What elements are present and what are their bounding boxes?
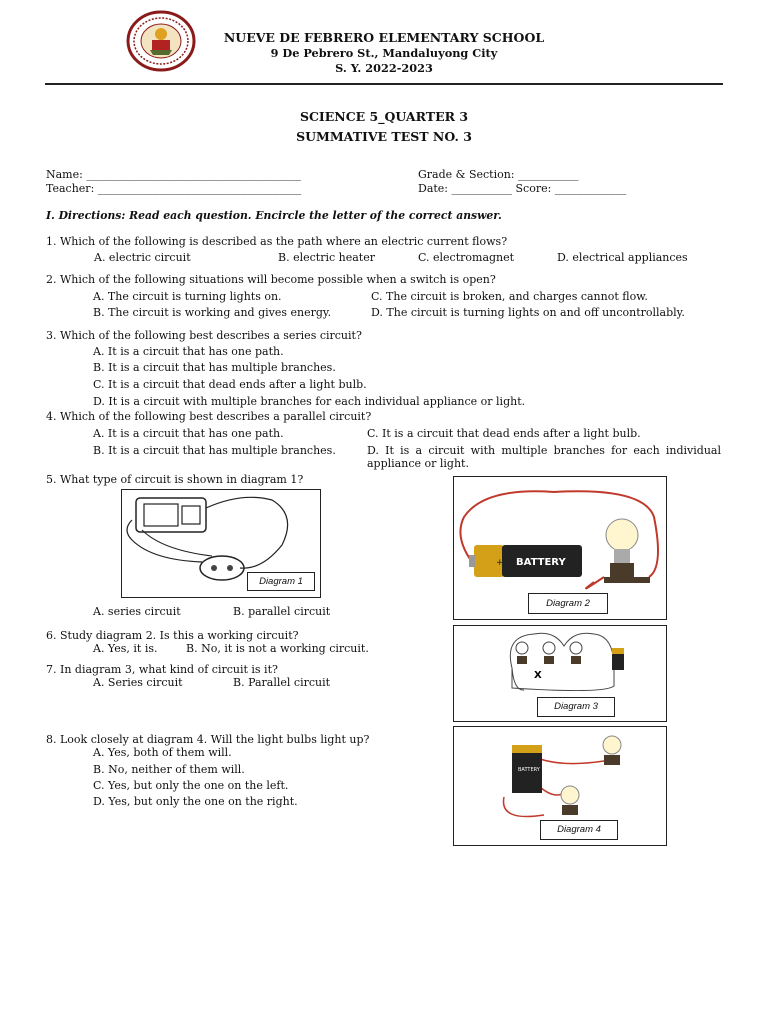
question-8: 8. Look closely at diagram 4. Will the light bulbs light up? [46, 733, 370, 746]
battery-label: BATTERY [516, 557, 566, 568]
q3-option-a[interactable]: A. It is a circuit that has one path. [93, 345, 284, 358]
q4-option-b[interactable]: B. It is a circuit that has multiple branches. [93, 444, 336, 457]
school-name: NUEVE DE FEBRERO ELEMENTARY SCHOOL [223, 30, 545, 45]
q2-option-b[interactable]: B. The circuit is working and gives energy. [93, 306, 332, 319]
q1-option-a[interactable]: A. electric circuit [94, 251, 191, 264]
q2-option-a[interactable]: A. The circuit is turning lights on. [93, 290, 282, 303]
battery-small-label: BATTERY [518, 767, 540, 773]
grade-section-field[interactable]: Grade & Section: ___________ [418, 168, 579, 181]
header-divider [45, 83, 723, 85]
diagram-1-label: Diagram 1 [247, 572, 315, 591]
question-4: 4. Which of the following best describes a parallel circuit? [46, 410, 372, 423]
q3-option-b[interactable]: B. It is a circuit that has multiple branches. [93, 361, 336, 374]
name-field[interactable]: Name: _______________________________________ [46, 168, 301, 181]
question-1: 1. Which of the following is described as the path where an electric current flows? [46, 235, 508, 248]
diagram-2-label: Diagram 2 [528, 593, 608, 614]
school-year: S. Y. 2022-2023 [335, 61, 433, 75]
test-subtitle: SUMMATIVE TEST NO. 3 [296, 129, 472, 144]
q8-option-b[interactable]: B. No, neither of them will. [93, 763, 245, 776]
q1-option-c[interactable]: C. electromagnet [418, 251, 515, 264]
diagram-4-label: Diagram 4 [540, 820, 618, 840]
question-7: 7. In diagram 3, what kind of circuit is it? [46, 663, 278, 676]
q3-option-d[interactable]: D. It is a circuit with multiple branches for each individual appliance or light. [93, 395, 526, 408]
q8-option-a[interactable]: A. Yes, both of them will. [93, 746, 232, 759]
q4-option-a[interactable]: A. It is a circuit that has one path. [93, 427, 284, 440]
school-address: 9 De Pebrero St., Mandaluyong City [270, 46, 498, 60]
q5-option-b[interactable]: B. parallel circuit [233, 605, 331, 618]
q1-option-b[interactable]: B. electric heater [278, 251, 375, 264]
q1-option-d[interactable]: D. electrical appliances [557, 251, 688, 264]
question-2: 2. Which of the following situations will become possible when a switch is open? [46, 273, 496, 286]
date-score-field[interactable]: Date: ___________ Score: _____________ [418, 182, 627, 195]
q3-option-c[interactable]: C. It is a circuit that dead ends after a light bulb. [93, 378, 367, 391]
q7-option-a[interactable]: A. Series circuit [93, 676, 183, 689]
question-3: 3. Which of the following best describes a series circuit? [46, 329, 362, 342]
q6-option-b[interactable]: B. No, it is not a working circuit. [186, 642, 369, 655]
q6-option-a[interactable]: A. Yes, it is. [93, 642, 158, 655]
q8-option-d[interactable]: D. Yes, but only the one on the right. [93, 795, 298, 808]
q4-option-d[interactable]: D. It is a circuit with multiple branches for each individual appliance or light. [367, 444, 721, 470]
q4-option-c[interactable]: C. It is a circuit that dead ends after a light bulb. [367, 427, 641, 440]
teacher-field[interactable]: Teacher: _____________________________________ [46, 182, 302, 195]
diagram-3-label: Diagram 3 [537, 697, 615, 717]
q7-option-b[interactable]: B. Parallel circuit [233, 676, 331, 689]
svg-text:+: + [496, 558, 504, 568]
question-5: 5. What type of circuit is shown in diagram 1? [46, 473, 304, 486]
question-6: 6. Study diagram 2. Is this a working circuit? [46, 629, 299, 642]
directions: I. Directions: Read each question. Encircle the letter of the correct answer. [46, 209, 502, 222]
q8-option-c[interactable]: C. Yes, but only the one on the left. [93, 779, 289, 792]
test-title: SCIENCE 5_QUARTER 3 [299, 109, 469, 124]
q2-option-d[interactable]: D. The circuit is turning lights on and off uncontrollably. [371, 306, 685, 319]
q2-option-c[interactable]: C. The circuit is broken, and charges cannot flow. [371, 290, 648, 303]
x-mark: X [534, 670, 542, 681]
q5-option-a[interactable]: A. series circuit [93, 605, 181, 618]
